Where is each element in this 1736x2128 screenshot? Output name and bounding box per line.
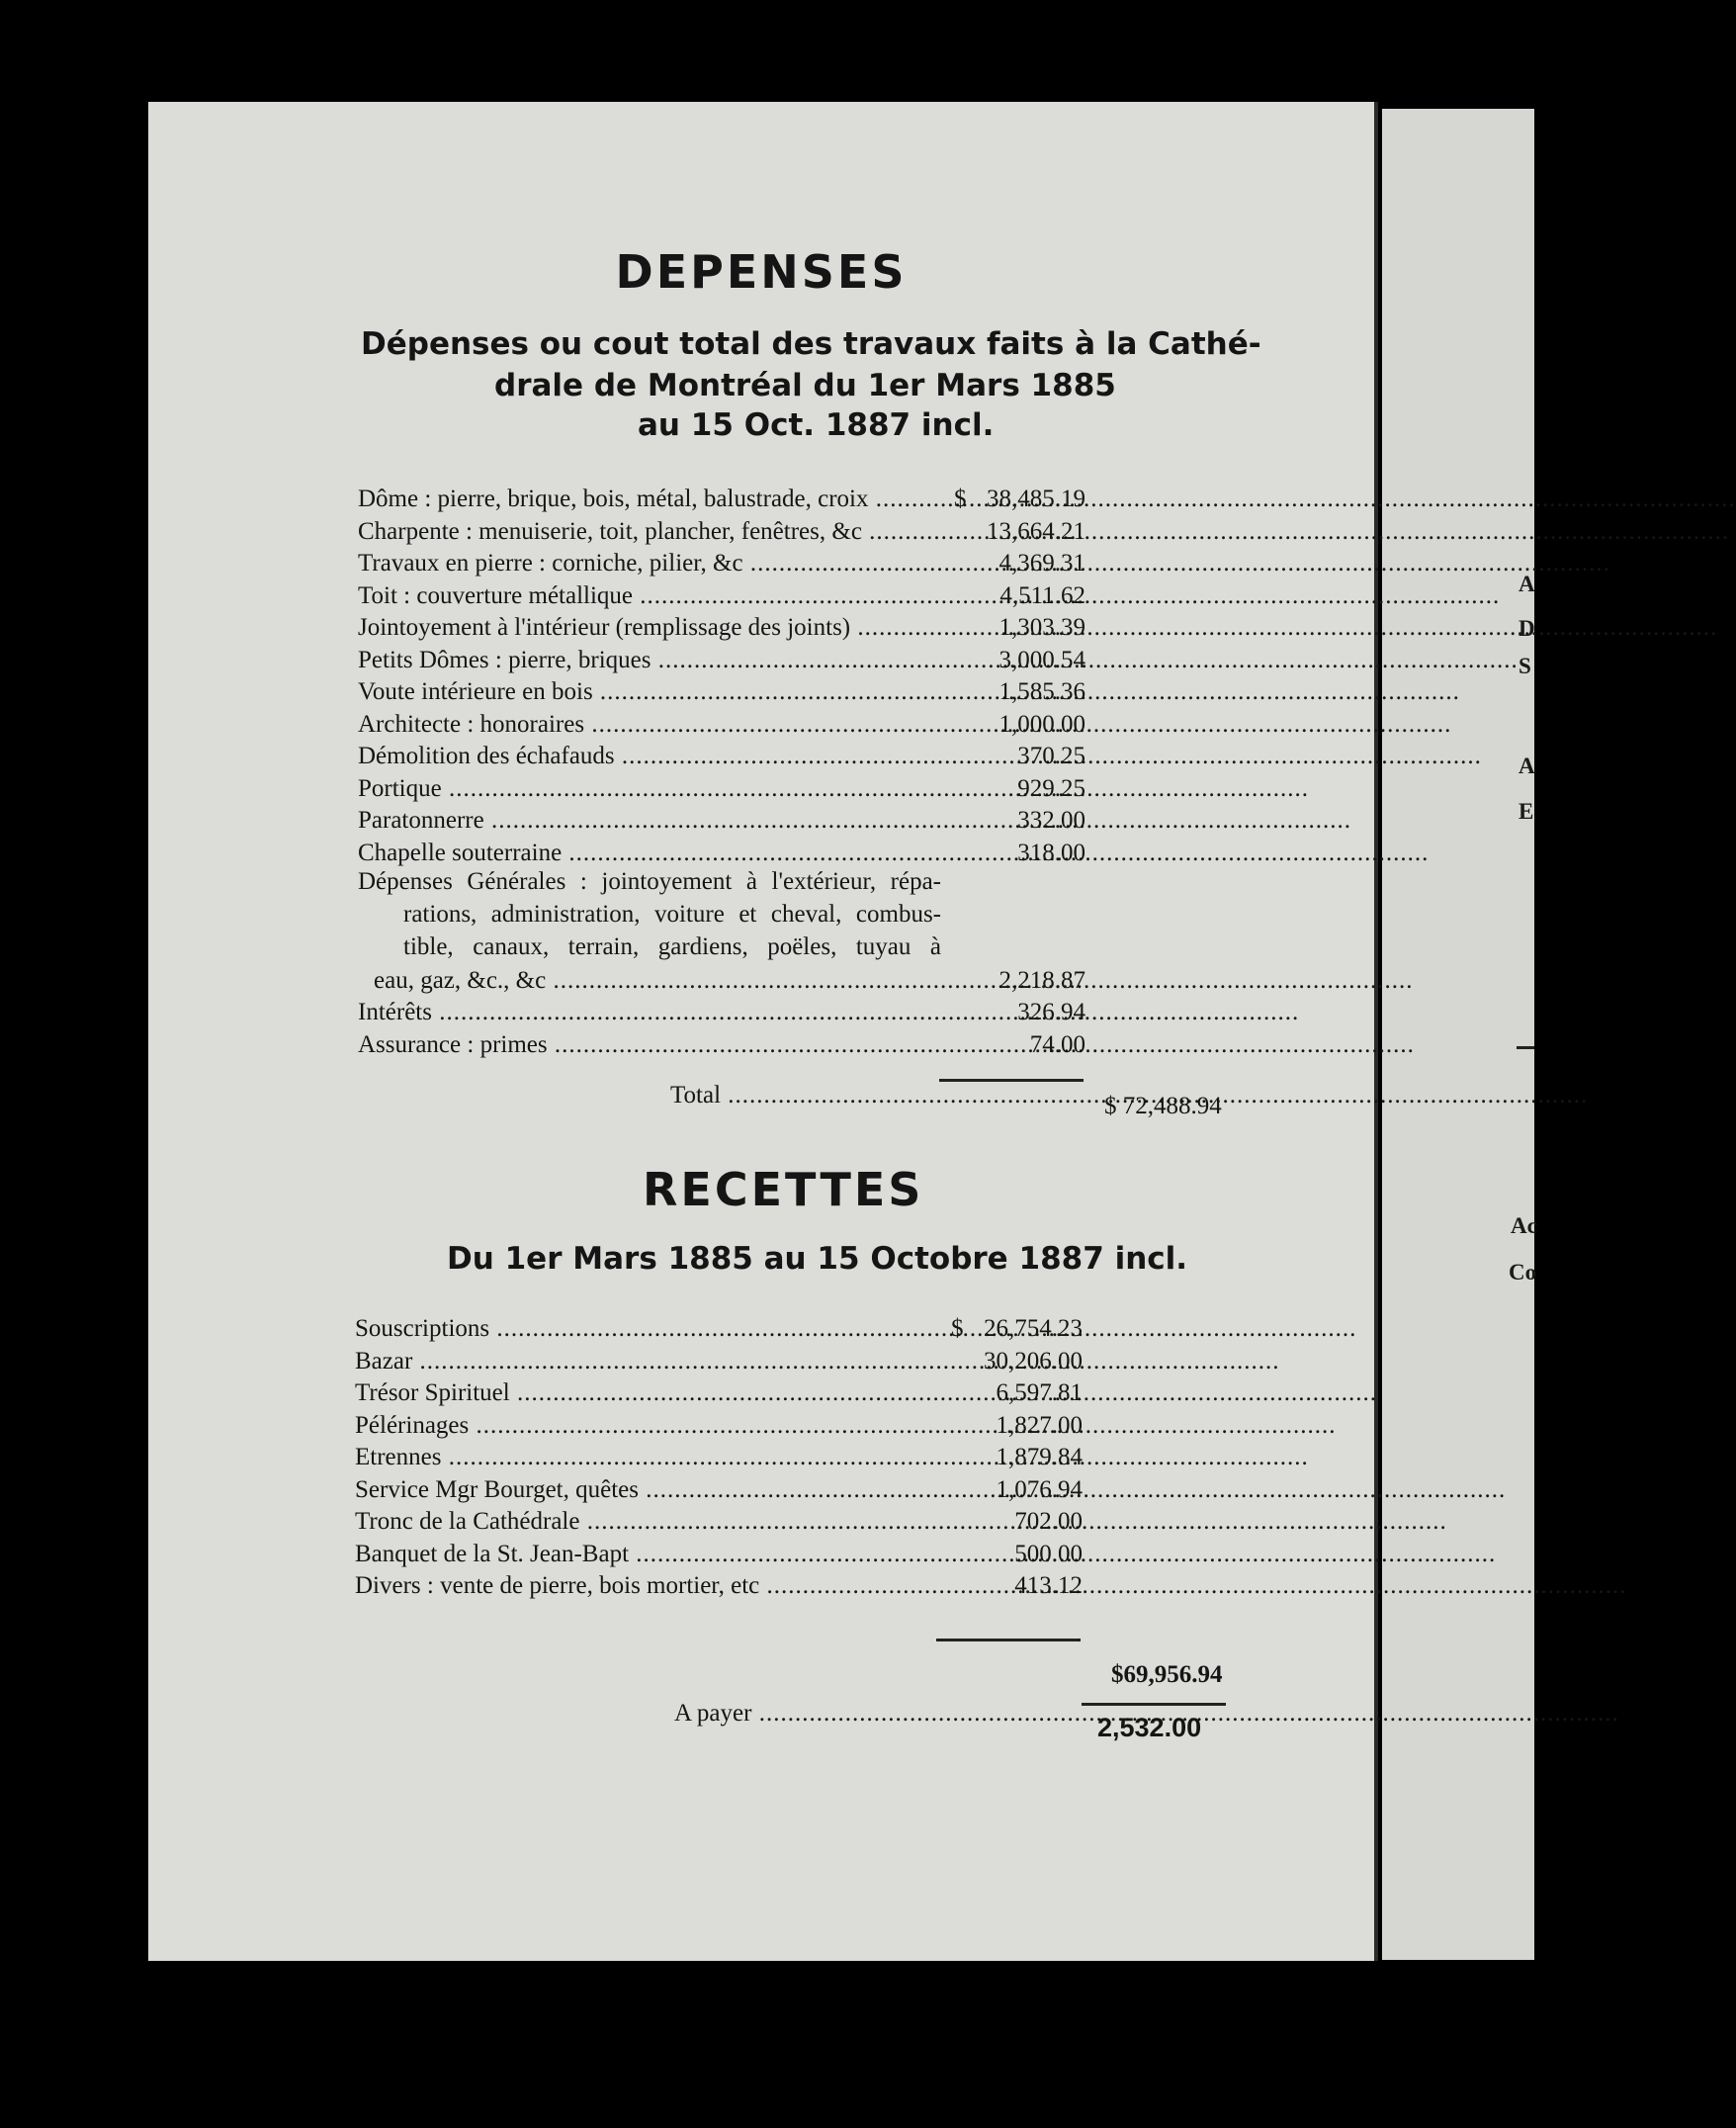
ledger-row-amount: 30,206.00 — [984, 1347, 1083, 1374]
ledger-row — [358, 515, 1109, 548]
ledger-row — [355, 1569, 1106, 1602]
ledger-row-amount: 500.00 — [1014, 1540, 1083, 1567]
ledger-row-currency: $ — [951, 1315, 964, 1342]
ledger-row-amount: 6,597.81 — [996, 1379, 1083, 1406]
ledger-row — [358, 837, 1109, 869]
ledger-row-label: Banquet de la St. Jean-Bapt ..... — [355, 1538, 936, 1570]
ledger-row-amount: 1,076.94 — [996, 1475, 1083, 1503]
ledger-row — [355, 1473, 1106, 1506]
ledger-row — [355, 1345, 1106, 1377]
ledger-row-label: Voute intérieure en bois ..... — [358, 675, 939, 708]
payer-label: A payer ..... — [674, 1697, 941, 1729]
general-expenses-row — [358, 964, 1109, 997]
depenses-subtitle-line-1: Dépenses ou cout total des travaux faits à la Cathé- — [361, 326, 1261, 362]
depenses-total-label: Total ..... — [670, 1079, 937, 1111]
ledger-row — [358, 675, 1109, 708]
ledger-row-label: Divers : vente de pierre, bois mortier, etc ..... — [355, 1569, 936, 1602]
ledger-row — [358, 772, 1109, 805]
next-page-fragment: S — [1519, 654, 1531, 678]
ledger-row-amount: 332.00 — [1017, 807, 1085, 834]
next-page-fragment: Ac — [1511, 1213, 1537, 1238]
ledger-row — [355, 1505, 1106, 1538]
ledger-row-amount: 13,664.21 — [987, 517, 1085, 545]
recettes-subtitle: Du 1er Mars 1885 au 15 Octobre 1887 incl. — [447, 1241, 1188, 1277]
ledger-row-amount: 74.00 — [1029, 1030, 1085, 1058]
ledger-row-currency: $ — [954, 486, 967, 512]
depenses-total-row — [670, 1079, 937, 1111]
general-expenses-line-2: rations, administration, voiture et cheval, combus- — [403, 901, 941, 928]
ledger-row-label: Chapelle souterraine ..... — [358, 837, 939, 869]
ledger-row-amount: 1,000.00 — [998, 710, 1085, 738]
next-page-fragment: Co — [1509, 1260, 1537, 1285]
recettes-total-amount: $69,956.94 — [1111, 1661, 1223, 1688]
depenses-subtitle-line-3: au 15 Oct. 1887 incl. — [638, 407, 995, 443]
ledger-row-amount: 318.00 — [1017, 839, 1085, 866]
ledger-row-amount: 326.94 — [1017, 999, 1085, 1025]
next-page-fragment: A — [1519, 572, 1535, 596]
ledger-row — [358, 579, 1109, 612]
ledger-row-label: Assurance : primes ..... — [358, 1028, 939, 1061]
next-page-fragment: A — [1519, 754, 1535, 778]
ledger-row-amount: 702.00 — [1014, 1508, 1083, 1535]
recettes-sum-rule — [936, 1639, 1081, 1641]
ledger-row — [358, 483, 1109, 515]
ledger-row-amount: 929.25 — [1017, 774, 1085, 802]
ledger-row — [358, 644, 1109, 676]
ledger-row — [358, 804, 1109, 837]
ledger-row-label: Souscriptions ..... — [355, 1312, 936, 1345]
depenses-subtitle-line-2: drale de Montréal du 1er Mars 1885 — [494, 368, 1116, 403]
ledger-row-amount: 1,585.36 — [998, 678, 1085, 705]
ledger-row-amount: 413.12 — [1014, 1572, 1083, 1599]
ledger-row — [358, 708, 1109, 741]
ledger-row-amount: 4,511.62 — [999, 581, 1085, 609]
ledger-row — [355, 1409, 1106, 1442]
ledger-row-label: Architecte : honoraires ..... — [358, 708, 939, 741]
ledger-row-amount: 1,303.39 — [998, 614, 1085, 641]
ledger-row-amount: 1,827.00 — [996, 1411, 1083, 1439]
ledger-row — [355, 1441, 1106, 1473]
depenses-heading: DEPENSES — [615, 245, 908, 299]
ledger-row — [358, 1028, 1109, 1061]
ledger-row-label: Paratonnerre ..... — [358, 804, 939, 837]
ledger-row-amount: 3,000.54 — [998, 646, 1085, 673]
ledger-row-label: Dôme : pierre, brique, bois, métal, balustrade, croix ..... — [358, 483, 939, 515]
ledger-row-label: Pélérinages ..... — [355, 1409, 936, 1442]
ledger-row-amount: 1,879.84 — [996, 1444, 1083, 1470]
ledger-row-label: Service Mgr Bourget, quêtes ..... — [355, 1473, 936, 1506]
ledger-row-label: Petits Dômes : pierre, briques ..... — [358, 644, 939, 676]
ledger-row-amount: 370.25 — [1017, 743, 1085, 769]
ledger-row-label: Travaux en pierre : corniche, pilier, &c ..... — [358, 547, 939, 579]
general-expenses-line-3: tible, canaux, terrain, gardiens, poëles, tuyau à — [403, 933, 941, 960]
ledger-row-label: Démolition des échafauds ..... — [358, 740, 939, 772]
ledger-row-label: Jointoyement à l'intérieur (remplissage des joints) ..... — [358, 611, 939, 644]
payer-amount: 2,532.00 — [1097, 1713, 1202, 1742]
ledger-row — [355, 1312, 1106, 1345]
ledger-row-label: Etrennes ..... — [355, 1441, 936, 1473]
ledger-row-amount: 26,754.23 — [984, 1315, 1083, 1342]
next-page-fragment: D — [1519, 616, 1535, 641]
ledger-row-label: Trésor Spirituel ..... — [355, 1376, 936, 1409]
ledger-row-amount: 38,485.19 — [987, 486, 1085, 512]
ledger-row-amount: 4,369.31 — [998, 550, 1085, 576]
ledger-row — [358, 996, 1109, 1028]
general-expenses-line-1: Dépenses Générales : jointoyement à l'extérieur, répa- — [358, 868, 941, 895]
ledger-row — [358, 740, 1109, 772]
general-expenses-label: eau, gaz, &c., &c ..... — [374, 964, 939, 997]
ledger-row-label: Portique ..... — [358, 772, 939, 805]
ledger-row-label: Bazar ..... — [355, 1345, 936, 1377]
ledger-row — [355, 1376, 1106, 1409]
recettes-heading: RECETTES — [643, 1163, 924, 1216]
ledger-row-label: Charpente : menuiserie, toit, plancher, fenêtres, &c ..... — [358, 515, 939, 548]
next-page-fragment: E — [1519, 799, 1534, 824]
ledger-row — [355, 1538, 1106, 1570]
ledger-row-label: Intérêts ..... — [358, 996, 939, 1028]
ledger-row — [358, 547, 1109, 579]
general-expenses-amount: 2,218.87 — [998, 967, 1085, 994]
payer-row — [674, 1697, 941, 1729]
ledger-row-label: Toit : couverture métallique ..... — [358, 579, 939, 612]
depenses-total-amount: $ 72,488.94 — [1104, 1093, 1222, 1119]
ledger-row — [358, 611, 1109, 644]
ledger-row-label: Tronc de la Cathédrale ..... — [355, 1505, 936, 1538]
next-page-rule — [1517, 1046, 1534, 1049]
